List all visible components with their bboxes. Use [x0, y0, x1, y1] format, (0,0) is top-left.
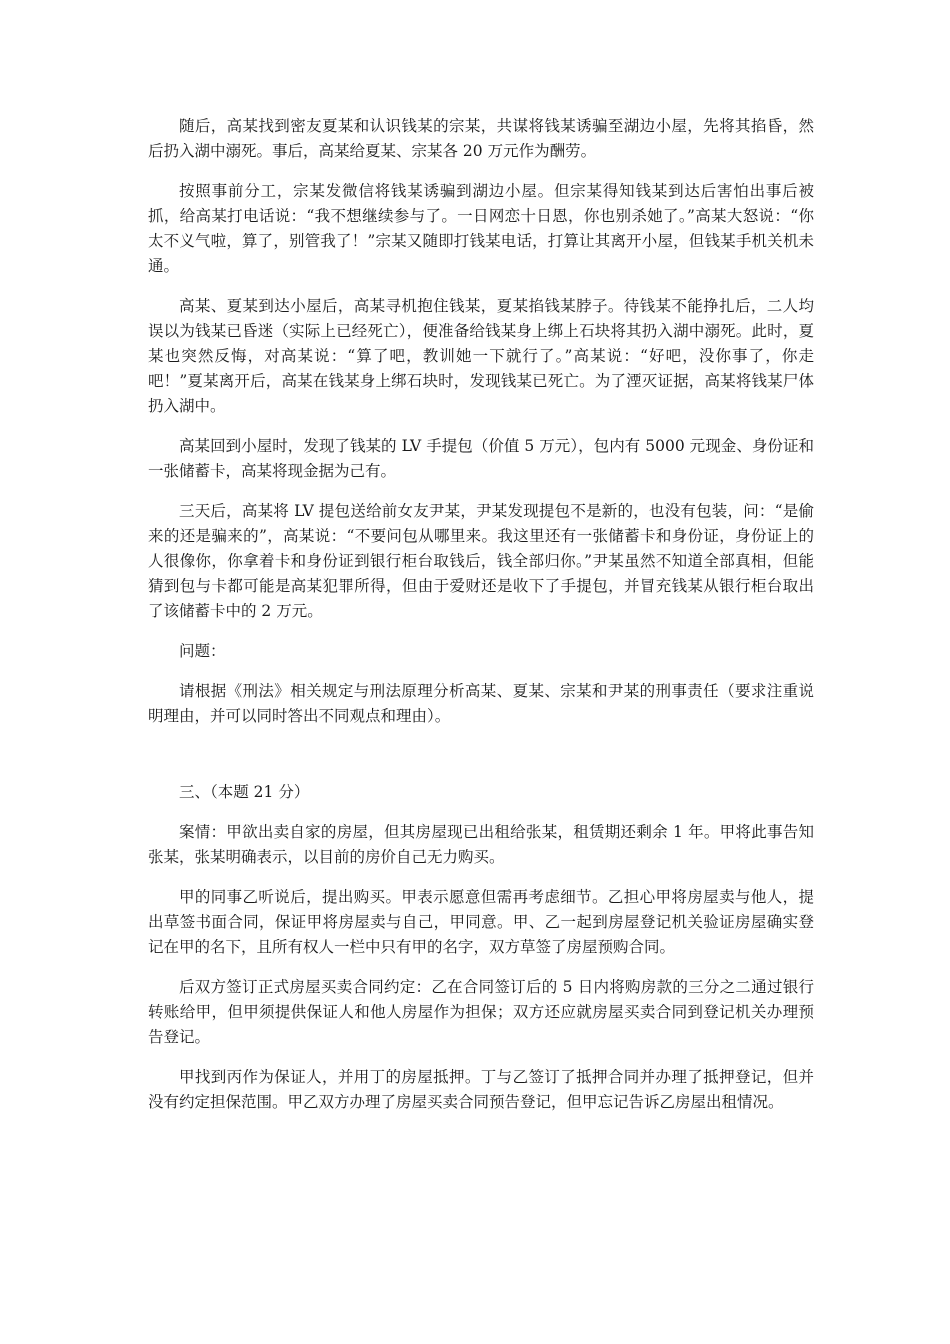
document-body [148, 114, 814, 1130]
question-label: 问题： [179, 642, 226, 660]
paragraph: 案情：甲欲出卖自家的房屋，但其房屋现已出租给张某，租赁期还剩余 1 年。甲将此事告知张某，张某明确表示，以目前的房价自己无力购买。 [148, 823, 814, 866]
paragraph: 随后，高某找到密友夏某和认识钱某的宗某，共谋将钱某诱骗至湖边小屋，先将其掐昏，然后扔入湖中溺死。事后，高某给夏某、宗某各 20 万元作为酬劳。 [148, 117, 814, 160]
paragraph: 按照事前分工，宗某发微信将钱某诱骗到湖边小屋。但宗某得知钱某到达后害怕出事后被抓，给高某打电话说：“我不想继续参与了。一日网恋十日恩，你也别杀她了。”高某大怒说：“你太不义气啦，算了，别管我了！”宗某又随即打钱某电话，打算让其离开小屋，但钱某手机关机未通。 [148, 182, 814, 275]
section-heading: 三、（本题 21 分） [179, 783, 310, 801]
section-spacer [148, 744, 814, 780]
paragraph: 甲找到丙作为保证人，并用丁的房屋抵押。丁与乙签订了抵押合同并办理了抵押登记，但并没有约定担保范围。甲乙双方办理了房屋买卖合同预告登记，但甲忘记告诉乙房屋出租情况。 [148, 1068, 814, 1111]
question-text: 请根据《刑法》相关规定与刑法原理分析高某、夏某、宗某和尹某的刑事责任（要求注重说明理由，并可以同时答出不同观点和理由）。 [148, 682, 814, 725]
paragraph: 后双方签订正式房屋买卖合同约定：乙在合同签订后的 5 日内将购房款的三分之二通过银行转账给甲，但甲须提供保证人和他人房屋作为担保；双方还应就房屋买卖合同到登记机关办理预告登记。 [148, 978, 814, 1046]
paragraph: 甲的同事乙听说后，提出购买。甲表示愿意但需再考虑细节。乙担心甲将房屋卖与他人，提出草签书面合同，保证甲将房屋卖与自己，甲同意。甲、乙一起到房屋登记机关验证房屋确实登记在甲的名下，且所有权人一栏中只有甲的名字，双方草签了房屋预购合同。 [148, 888, 814, 956]
paragraph: 高某回到小屋时，发现了钱某的 LV 手提包（价值 5 万元），包内有 5000 元现金、身份证和一张储蓄卡，高某将现金据为己有。 [148, 437, 814, 480]
paragraph: 三天后，高某将 LV 提包送给前女友尹某，尹某发现提包不是新的，也没有包装，问：“是偷来的还是骗来的”，高某说：“不要问包从哪里来。我这里还有一张储蓄卡和身份证，身份证上的人很像你，你拿着卡和身份证到银行柜台取钱后，钱全部归你。”尹某虽然不知道全部真相，但能猜到包与卡都可能是高某犯罪所得，但由于爱财还是收下了手提包，并冒充钱某从银行柜台取出了该储蓄卡中的 2 万元。 [148, 502, 814, 620]
paragraph: 高某、夏某到达小屋后，高某寻机抱住钱某，夏某掐钱某脖子。待钱某不能挣扎后，二人均误以为钱某已昏迷（实际上已经死亡），便准备给钱某身上绑上石块将其扔入湖中溺死。此时，夏某也突然反悔，对高某说：“算了吧，教训她一下就行了。”高某说：“好吧，没你事了，你走吧！”夏某离开后，高某在钱某身上绑石块时，发现钱某已死亡。为了湮灭证据，高某将钱某尸体扔入湖中。 [148, 297, 814, 415]
